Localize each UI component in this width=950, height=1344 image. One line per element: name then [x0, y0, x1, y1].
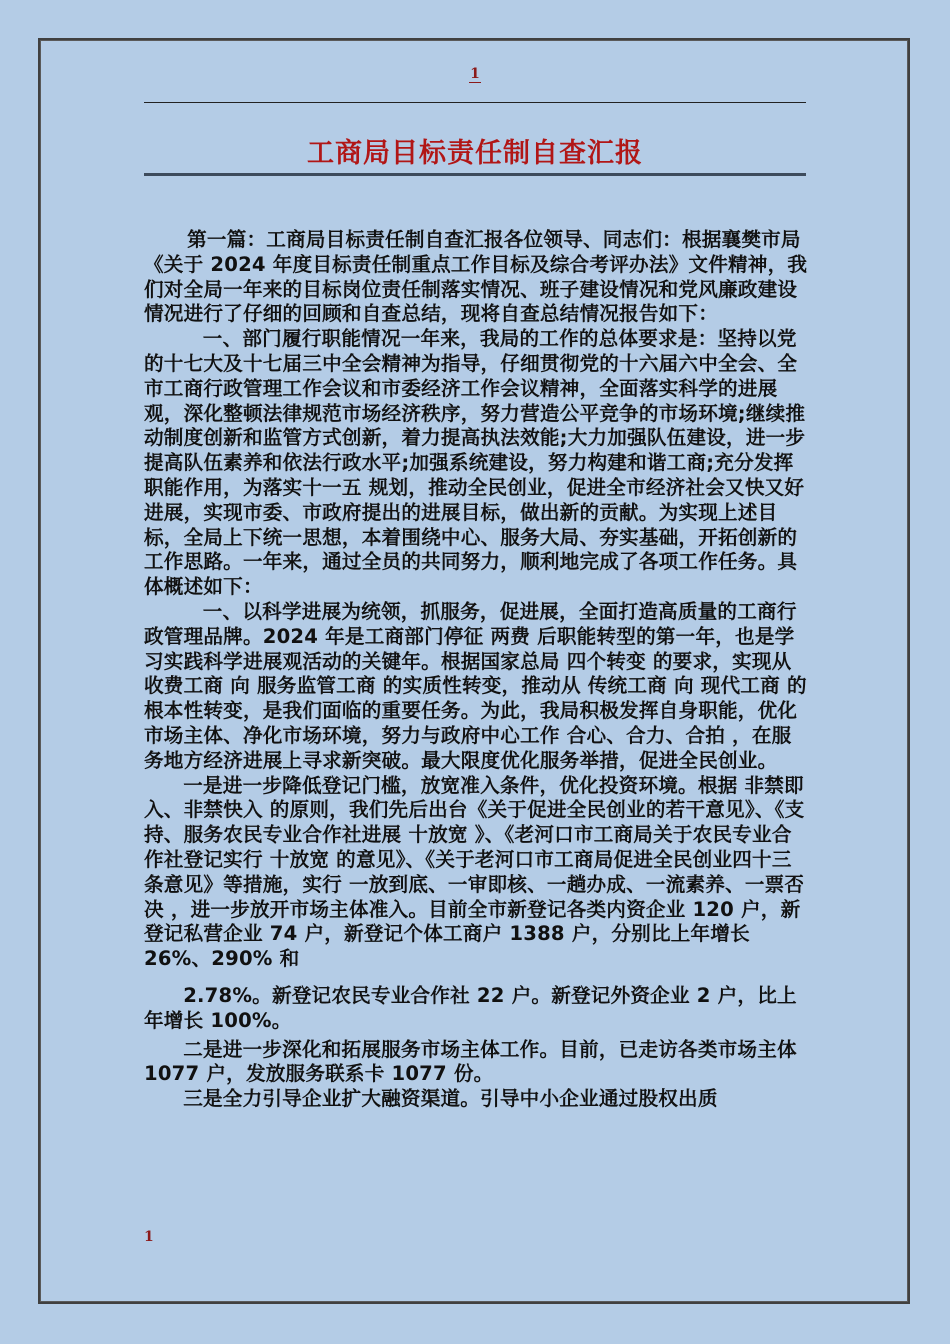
- document-title: 工商局目标责任制自查汇报: [307, 138, 643, 169]
- footer-page-number: 1: [144, 1229, 154, 1245]
- paragraph: 一、部门履行职能情况一年来，我局的工作的总体要求是：坚持以党的十七大及十七届三中全会精神为指导，仔细贯彻党的十六届六中全会、全市工商行政管理工作会议和市委经济工作会议精神，全面落实科学的进展观，深化整顿法律规范市场经济秩序，努力营造公平竞争的市场环境;继续推动制度创新和监管方式创新，着力提高执法效能;大力加强队伍建设，进一步提高队伍素养和依法行政水平;加强系统建设，努力构建和谐工商;充分发挥职能作用，为落实十一五 规划，推动全民创业，促进全市经济社会又快又好进展，实现市委、市政府提出的进展目标，做出新的贡献。为实现上述目标，全局上下统一思想，本着围绕中心、服务大局、夯实基础，开拓创新的工作思路。一年来，通过全员的共同努力，顺利地完成了各项工作任务。具体概述如下：: [144, 327, 806, 599]
- paragraph: 2.78%。新登记农民专业合作社 22 户。新登记外资企业 2 户，比上年增长 100%。: [144, 983, 797, 1032]
- paragraph: 二是进一步深化和拓展服务市场主体工作。目前，已走访各类市场主体 1077 户，发放服务联系卡 1077 份。: [144, 1037, 797, 1086]
- paragraph: 三是全力引导企业扩大融资渠道。引导中小企业通过股权出质: [183, 1087, 718, 1111]
- paragraph: 一是进一步降低登记门槛，放宽准入条件，优化投资环境。根据 非禁即入、非禁快入 的原则，我们先后出台《关于促进全民创业的若干意见》、《支持、服务农民专业合作社进展 十放宽 》、《老河口市工商局关于农民专业合作社登记实行 十放宽 的意见》、《关于老河口市工商局促进全民创业四十三条意见》等措施，实行 一放到底、一审即核、一趟办成、一流素养、一票否决 ，进一步放开市场主体准入。目前全市新登记各类内资企业 120 户，新登记私营企业 74 户，新登记个体工商户 1388 户，分别比上年增长 26%、290% 和: [144, 773, 805, 971]
- title-divider: [144, 173, 806, 176]
- document-body: [144, 228, 810, 1112]
- paragraph: 第一篇：工商局目标责任制自查汇报各位领导、同志们：根据襄樊市局《关于 2024 年度目标责任制重点工作目标及综合考评办法》文件精神，我们对全局一年来的目标岗位责任制落实情况、班子建设情况和党风廉政建设情况进行了仔细的回顾和自查总结，现将自查总结情况报告如下：: [144, 228, 808, 326]
- header-divider: [144, 102, 806, 103]
- paragraph: 一、以科学进展为统领，抓服务，促进展，全面打造高质量的工商行政管理品牌。2024 年是工商部门停征 两费 后职能转型的第一年，也是学习实践科学进展观活动的关键年。根据国家总局 四个转变 的要求，实现从 收费工商 向 服务监管工商 的实质性转变，推动从 传统工商 向 现代工商 的根本性转变，是我们面临的重要任务。为此，我局积极发挥自身职能，优化市场主体、净化市场环境，努力与政府中心工作 合心、合力、合拍 ，在服务地方经济进展上寻求新突破。最大限度优化服务举措，促进全民创业。: [144, 599, 807, 772]
- header-page-number: 1: [470, 66, 480, 82]
